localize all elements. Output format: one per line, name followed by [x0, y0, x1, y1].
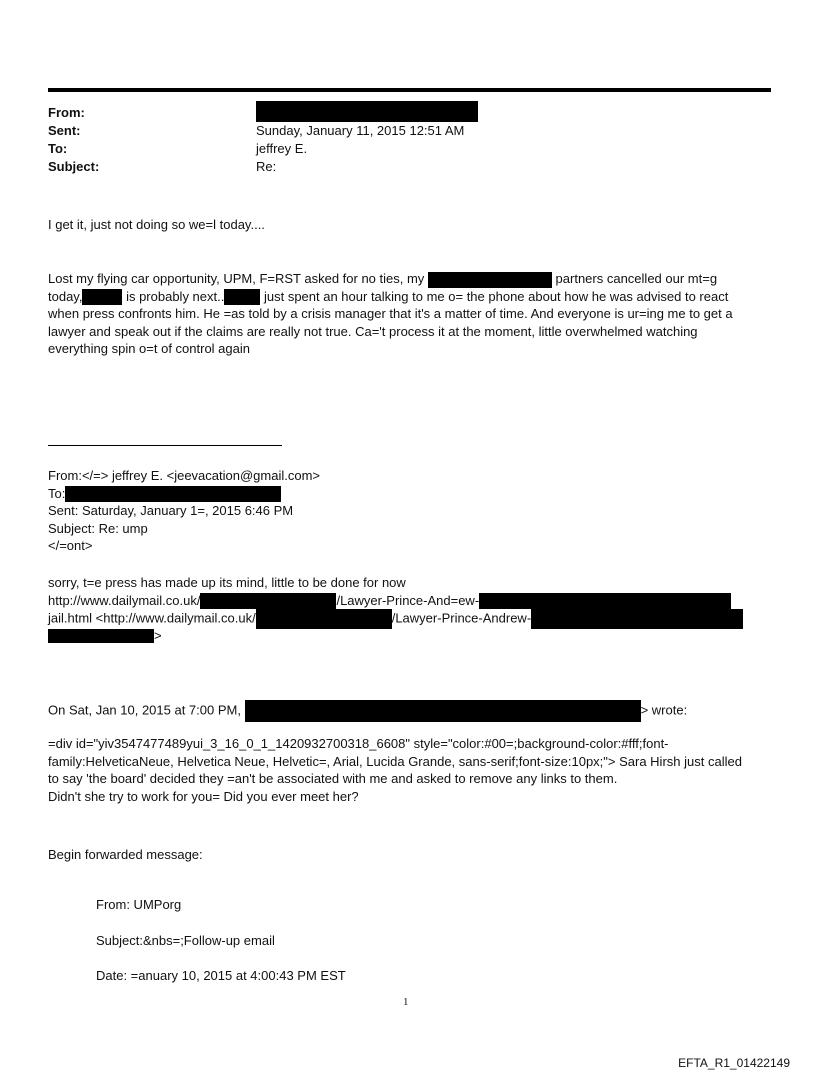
- reply-p-line-3: when press confronts him. He =as told by a crisis manager that it's a matter of time. And everyone is ur=ing me to get a: [48, 306, 733, 321]
- to-label: To:: [48, 141, 68, 156]
- redaction: [256, 609, 392, 629]
- quoted-from: From:</=> jeffrey E. <jeevacation@gmail.com>: [48, 468, 320, 483]
- nested-line-4: Didn't she try to work for you= Did you ever meet her?: [48, 788, 359, 804]
- text-span: >: [154, 627, 162, 643]
- from-label: From:: [48, 105, 85, 120]
- nested-line-1: =div id="yiv3547477489yui_3_16_0_1_1420932700318_6608" style="color:#00=;background-color:#fff;font-: [48, 736, 669, 751]
- redaction: [65, 486, 281, 502]
- separator-rule: [48, 445, 282, 446]
- to-value: jeffrey E.: [256, 141, 308, 156]
- quoted-sent: Sent: Saturday, January 1=, 2015 6:46 PM: [48, 503, 294, 518]
- redaction: [82, 289, 122, 305]
- email-header: [48, 104, 608, 184]
- reply-p-line-4: lawyer and speak out if the claims are really not true. Ca='t process it at the moment, little overwhelmed watching: [48, 323, 698, 339]
- document-id: EFTA_R1_01422149: [678, 1056, 790, 1070]
- reply-p-line-5: everything spin o=t of control again: [48, 341, 250, 356]
- fwd-subject: Subject:&nbs=;Follow-up email: [96, 933, 275, 948]
- link-text: http://www.dailymail.co.uk/: [48, 592, 201, 608]
- nested-on-line: [48, 700, 687, 722]
- quoted-header: [48, 467, 320, 555]
- header-rule: [48, 88, 771, 92]
- page-number: 1: [403, 996, 409, 1008]
- sent-value: Sunday, January 11, 2015 12:51 AM: [256, 123, 465, 138]
- nested-body: [48, 735, 742, 805]
- text-span: > wrote:: [640, 702, 688, 718]
- text-span: just spent an hour talking to me o= the phone about how he was advised to react: [263, 288, 729, 304]
- quoted-body: [48, 574, 743, 644]
- redaction: [531, 609, 743, 629]
- quoted-link-line-1: [48, 592, 743, 610]
- text-span: To:: [48, 485, 66, 501]
- redaction: [428, 272, 552, 288]
- quoted-body-line-1: sorry, t=e press has made up its mind, little to be done for now: [48, 575, 406, 590]
- text-span: Lost my flying car opportunity, UPM, F=RST asked for no ties, my: [48, 271, 425, 286]
- subject-label: Subject:: [48, 159, 100, 174]
- link-text: /Lawyer-Prince-Andrew-: [391, 610, 532, 626]
- text-span: On Sat, Jan 10, 2015 at 7:00 PM,: [48, 702, 241, 718]
- redaction: [245, 700, 641, 722]
- quoted-subject: Subject: Re: ump: [48, 520, 148, 536]
- nested-line-2: family:HelveticaNeue, Helvetica Neue, Helvetic=, Arial, Lucida Grande, sans-serif;font-size:10px;"> Sara Hirsh just called: [48, 753, 742, 769]
- subject-value: Re:: [256, 159, 277, 174]
- reply-p-line-1: [48, 270, 733, 288]
- link-text: /Lawyer-Prince-And=ew-: [336, 592, 480, 608]
- link-text: jail.html <http://www.dailymail.co.uk/: [48, 610, 256, 626]
- quoted-font-close: </=ont>: [48, 538, 93, 553]
- begin-forwarded: Begin forwarded message:: [48, 847, 203, 862]
- sent-label: Sent:: [48, 123, 81, 138]
- quoted-to: [48, 485, 320, 503]
- fwd-date: Date: =anuary 10, 2015 at 4:00:43 PM EST: [96, 968, 346, 983]
- text-span: today,: [48, 288, 83, 304]
- reply-paragraph: [48, 270, 733, 358]
- redaction: [479, 593, 731, 609]
- redaction: [48, 629, 154, 643]
- quoted-link-line-3: [48, 627, 743, 645]
- text-span: is probably next..: [126, 288, 225, 304]
- from-redaction: [256, 101, 478, 122]
- redaction: [200, 593, 336, 609]
- reply-line-1: I get it, just not doing so we=l today....: [48, 217, 265, 232]
- reply-p-line-2: [48, 288, 733, 306]
- redaction: [224, 289, 260, 305]
- quoted-link-line-2: [48, 609, 743, 627]
- text-span: partners cancelled our mt=g: [555, 271, 718, 286]
- nested-line-3: to say 'the board' decided they =an't be associated with me and asked to remove any links to them.: [48, 771, 618, 786]
- fwd-from: From: UMPorg: [96, 897, 182, 912]
